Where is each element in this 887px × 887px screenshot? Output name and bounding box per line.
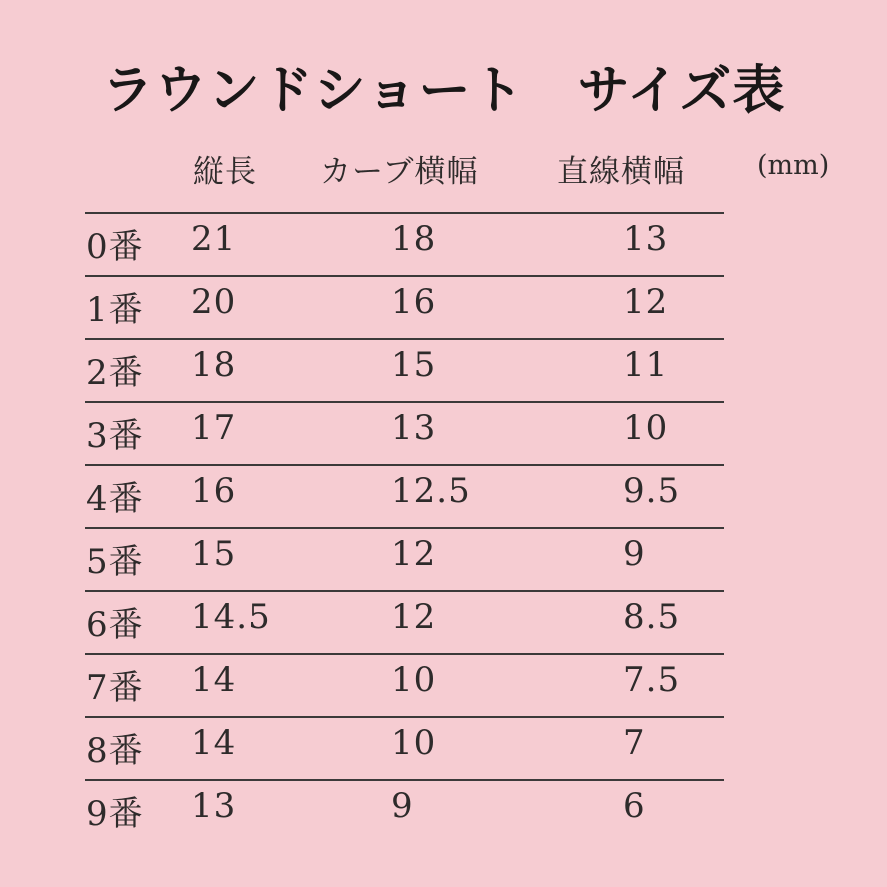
row-label: 0番 <box>86 227 144 267</box>
straight-width-value: 11 <box>623 345 669 385</box>
table-row <box>85 716 724 779</box>
length-value: 21 <box>191 219 237 259</box>
straight-width-value: 6 <box>623 786 646 826</box>
row-label: 2番 <box>86 353 144 393</box>
curve-width-value: 18 <box>391 219 437 259</box>
page-title: ラウンドショート サイズ表 <box>101 61 786 121</box>
curve-width-value: 16 <box>391 282 437 322</box>
length-value: 14.5 <box>191 597 271 637</box>
table-row <box>85 527 724 590</box>
table-row <box>85 653 724 716</box>
row-label: 3番 <box>86 416 144 456</box>
straight-width-value: 9 <box>623 534 646 574</box>
header-straight-width: 直線横幅 <box>557 154 685 190</box>
length-value: 15 <box>191 534 237 574</box>
curve-width-value: 10 <box>391 660 437 700</box>
length-value: 20 <box>191 282 237 322</box>
row-label: 5番 <box>86 542 144 582</box>
curve-width-value: 10 <box>391 723 437 763</box>
straight-width-value: 13 <box>623 219 669 259</box>
unit-label: (mm) <box>757 150 830 181</box>
row-label: 9番 <box>86 794 144 834</box>
row-label: 7番 <box>86 668 144 708</box>
length-value: 18 <box>191 345 237 385</box>
header-length: 縦長 <box>193 154 257 190</box>
row-label: 8番 <box>86 731 144 771</box>
table-row <box>85 779 724 842</box>
straight-width-value: 7.5 <box>623 660 681 700</box>
straight-width-value: 10 <box>623 408 669 448</box>
size-table <box>85 212 724 842</box>
length-value: 14 <box>191 723 237 763</box>
table-header-row <box>0 146 887 190</box>
length-value: 13 <box>191 786 237 826</box>
curve-width-value: 12 <box>391 534 437 574</box>
curve-width-value: 12 <box>391 597 437 637</box>
table-row <box>85 464 724 527</box>
length-value: 14 <box>191 660 237 700</box>
table-row <box>85 212 724 275</box>
straight-width-value: 8.5 <box>623 597 681 637</box>
row-label: 6番 <box>86 605 144 645</box>
row-label: 1番 <box>86 290 144 330</box>
table-row <box>85 401 724 464</box>
table-row <box>85 590 724 653</box>
table-row <box>85 275 724 338</box>
curve-width-value: 12.5 <box>391 471 471 511</box>
straight-width-value: 12 <box>623 282 669 322</box>
header-curve-width: カーブ横幅 <box>320 154 479 190</box>
curve-width-value: 15 <box>391 345 437 385</box>
length-value: 17 <box>191 408 237 448</box>
curve-width-value: 9 <box>391 786 414 826</box>
straight-width-value: 7 <box>623 723 646 763</box>
table-row <box>85 338 724 401</box>
row-label: 4番 <box>86 479 144 519</box>
curve-width-value: 13 <box>391 408 437 448</box>
straight-width-value: 9.5 <box>623 471 681 511</box>
length-value: 16 <box>191 471 237 511</box>
